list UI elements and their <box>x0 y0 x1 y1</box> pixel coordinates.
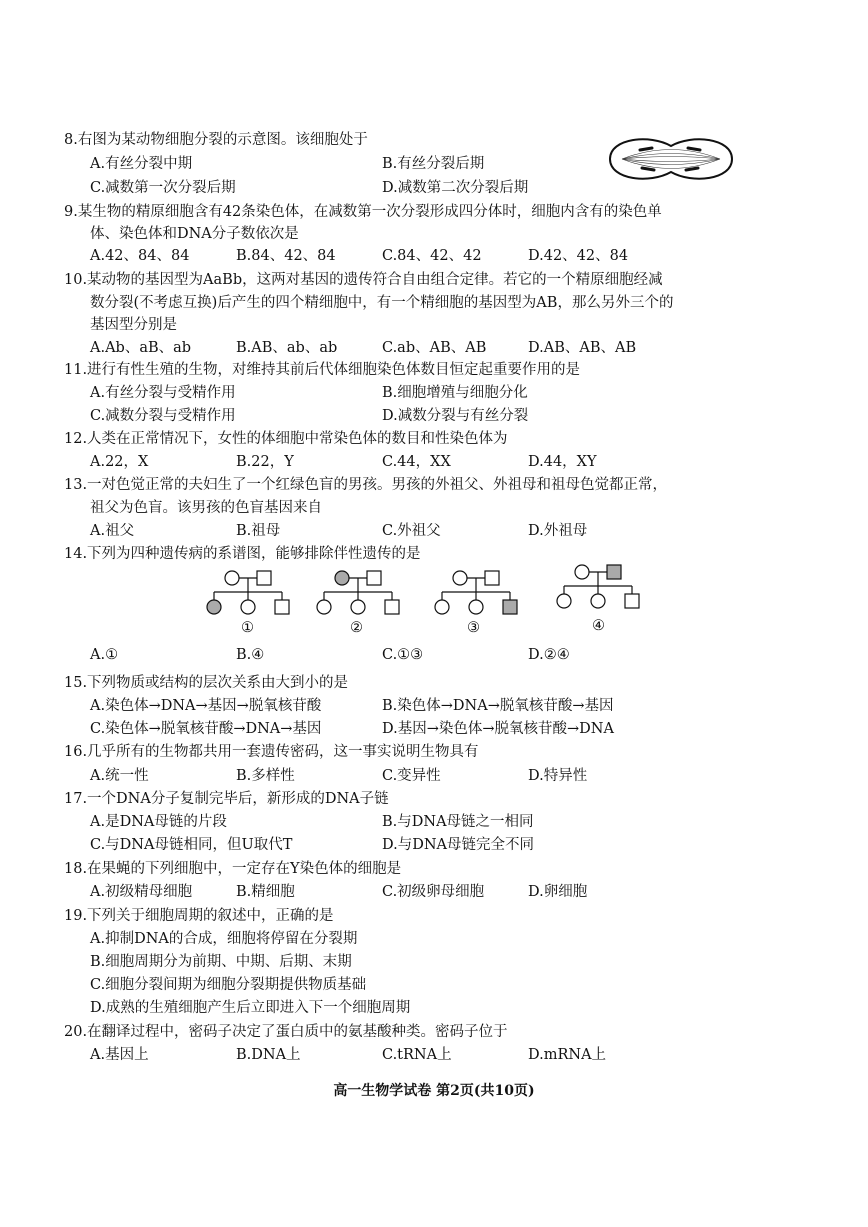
q15-option-d: D.基因→染色体→脱氧核苷酸→DNA <box>382 721 614 737</box>
q17-stem: 17.一个DNA分子复制完毕后，新形成的DNA子链 <box>64 791 389 807</box>
pedigree-label-2: ② <box>350 620 363 636</box>
q11-option-b: B.细胞增殖与细胞分化 <box>382 385 528 401</box>
q16-option-d: D.特异性 <box>528 768 588 784</box>
q9-option-a: A.42、84、84 <box>90 248 190 264</box>
q14-stem: 14.下列为四种遗传病的系谱图，能够排除伴性遗传的是 <box>64 546 421 562</box>
q11-option-c: C.减数分裂与受精作用 <box>90 408 236 424</box>
q11-stem: 11.进行有性生殖的生物，对维持其前后代体细胞染色体数目恒定起重要作用的是 <box>64 362 581 378</box>
q18-option-b: B.精细胞 <box>236 884 295 900</box>
q15-option-c: C.染色体→脱氧核苷酸→DNA→基因 <box>90 721 322 737</box>
q16-option-a: A.统一性 <box>90 768 149 784</box>
q10-option-c: C.ab、AB、AB <box>382 340 487 356</box>
q13-stem-line1: 13.一对色觉正常的夫妇生了一个红绿色盲的男孩。男孩的外祖父、外祖母和祖母色觉都正常， <box>64 477 668 493</box>
q17-option-d: D.与DNA母链完全不同 <box>382 837 535 853</box>
q16-option-b: B.多样性 <box>236 768 295 784</box>
q10-option-d: D.AB、AB、AB <box>528 340 637 356</box>
q13-option-d: D.外祖母 <box>528 523 588 539</box>
q8-option-c: C.减数第一次分裂后期 <box>90 180 236 196</box>
q14-option-d: D.②④ <box>528 647 570 663</box>
q15-option-b: B.染色体→DNA→脱氧核苷酸→基因 <box>382 698 614 714</box>
q12-option-d: D.44，XY <box>528 454 597 470</box>
pedigree-3 <box>435 571 517 614</box>
q9-option-d: D.42、42、84 <box>528 248 629 264</box>
q20-option-b: B.DNA上 <box>236 1047 301 1063</box>
q12-option-c: C.44，XX <box>382 454 451 470</box>
q9-stem-line2: 体、染色体和DNA分子数依次是 <box>90 226 299 242</box>
q17-option-b: B.与DNA母链之一相同 <box>382 814 534 830</box>
q8-option-b: B.有丝分裂后期 <box>382 156 485 172</box>
pedigree-charts <box>190 562 660 642</box>
q12-option-b: B.22，Y <box>236 454 294 470</box>
q16-option-c: C.变异性 <box>382 768 441 784</box>
q18-stem: 18.在果蝇的下列细胞中，一定存在Y染色体的细胞是 <box>64 861 402 877</box>
pedigree-label-1: ① <box>241 620 254 636</box>
q10-option-a: A.Ab、aB、ab <box>90 340 192 356</box>
q11-option-a: A.有丝分裂与受精作用 <box>90 385 236 401</box>
q13-stem-line2: 祖父为色盲。该男孩的色盲基因来自 <box>90 500 322 516</box>
q17-option-c: C.与DNA母链相同，但U取代T <box>90 837 293 853</box>
page-footer: 高一生物学试卷 第2页(共10页) <box>333 1083 535 1099</box>
q9-stem-line1: 9.某生物的精原细胞含有42条染色体，在减数第一次分裂形成四分体时，细胞内含有的染色单 <box>64 204 662 220</box>
q16-stem: 16.几乎所有的生物都共用一套遗传密码，这一事实说明生物具有 <box>64 744 479 760</box>
q18-option-c: C.初级卵母细胞 <box>382 884 485 900</box>
pedigree-label-3: ③ <box>467 620 480 636</box>
pedigree-4 <box>557 565 639 608</box>
cell-division-figure <box>600 128 742 190</box>
q18-option-d: D.卵细胞 <box>528 884 588 900</box>
q8-stem: 8.右图为某动物细胞分裂的示意图。该细胞处于 <box>64 132 368 148</box>
pedigree-1 <box>207 571 289 614</box>
q13-option-a: A.祖父 <box>90 523 135 539</box>
q13-option-c: C.外祖父 <box>382 523 441 539</box>
q19-stem: 19.下列关于细胞周期的叙述中，正确的是 <box>64 908 334 924</box>
q8-option-d: D.减数第二次分裂后期 <box>382 180 529 196</box>
q19-option-c: C.细胞分裂间期为细胞分裂期提供物质基础 <box>90 977 367 993</box>
q20-stem: 20.在翻译过程中，密码子决定了蛋白质中的氨基酸种类。密码子位于 <box>64 1024 508 1040</box>
pedigree-2 <box>317 571 399 614</box>
q20-option-a: A.基因上 <box>90 1047 149 1063</box>
q15-option-a: A.染色体→DNA→基因→脱氧核苷酸 <box>90 698 322 714</box>
q10-option-b: B.AB、ab、ab <box>236 340 338 356</box>
q8-option-a: A.有丝分裂中期 <box>90 156 193 172</box>
pedigree-label-4: ④ <box>592 618 605 634</box>
q14-option-b: B.④ <box>236 647 265 663</box>
q10-stem-line3: 基因型分别是 <box>90 317 177 333</box>
q9-option-c: C.84、42、42 <box>382 248 482 264</box>
q20-option-d: D.mRNA上 <box>528 1047 607 1063</box>
q10-stem-line2: 数分裂(不考虑互换)后产生的四个精细胞中，有一个精细胞的基因型为AB，那么另外三个的 <box>90 295 674 311</box>
q19-option-b: B.细胞周期分为前期、中期、后期、末期 <box>90 954 352 970</box>
q14-option-c: C.①③ <box>382 647 424 663</box>
q19-option-a: A.抑制DNA的合成，细胞将停留在分裂期 <box>90 931 358 947</box>
q12-option-a: A.22，X <box>90 454 149 470</box>
q17-option-a: A.是DNA母链的片段 <box>90 814 227 830</box>
q20-option-c: C.tRNA上 <box>382 1047 452 1063</box>
q11-option-d: D.减数分裂与有丝分裂 <box>382 408 529 424</box>
q13-option-b: B.祖母 <box>236 523 281 539</box>
q18-option-a: A.初级精母细胞 <box>90 884 193 900</box>
q12-stem: 12.人类在正常情况下，女性的体细胞中常染色体的数目和性染色体为 <box>64 431 508 447</box>
q14-option-a: A.① <box>90 647 119 663</box>
q9-option-b: B.84、42、84 <box>236 248 336 264</box>
q19-option-d: D.成熟的生殖细胞产生后立即进入下一个细胞周期 <box>90 1000 411 1016</box>
q15-stem: 15.下列物质或结构的层次关系由大到小的是 <box>64 675 349 691</box>
q10-stem-line1: 10.某动物的基因型为AaBb，这两对基因的遗传符合自由组合定律。若它的一个精原细胞经减 <box>64 272 663 288</box>
